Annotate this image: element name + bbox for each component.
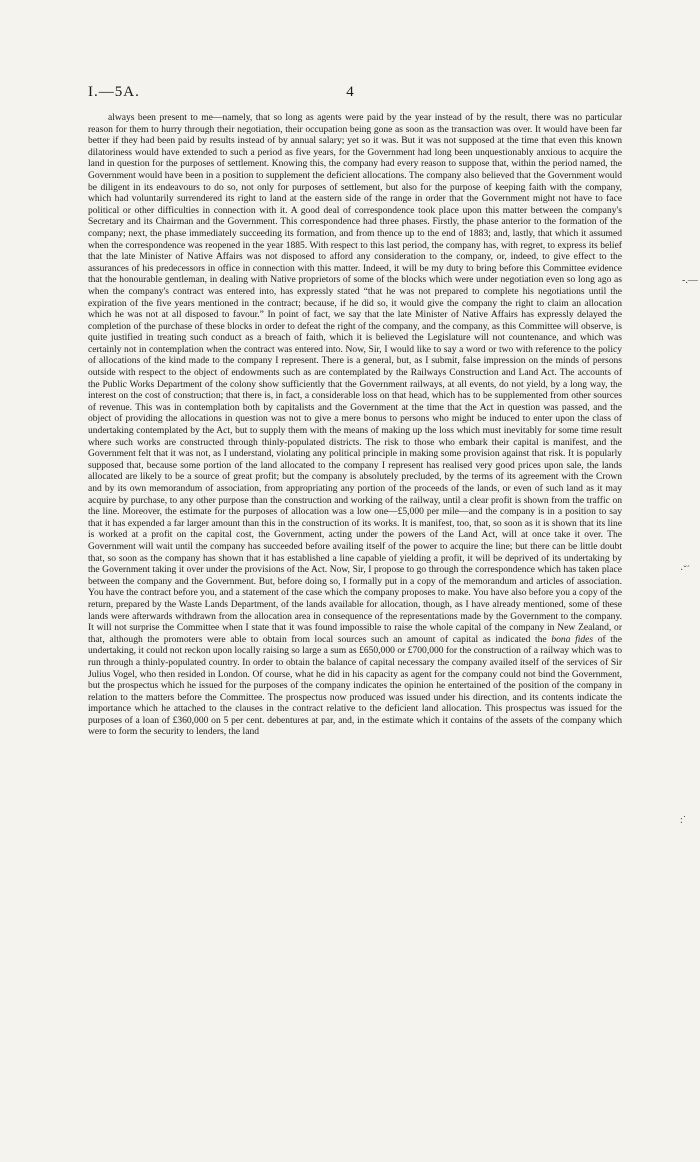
body-text-part2: of the undertaking, it could not reckon upon locally raising so large a sum as £650,000 or £700,000 for the construction of a railway which was to run through a thinly-populated country. In order to obtain the balance of capital necessary the company availed itself of the services of Sir Julius Vogel, who then resided in London. Of course, what he did in his capacity as agent for the company could not bind the Government, but the prospectus which he issued for the purposes of the company indicates the opinion he entertained of the position of the company in relation to the matters before the Committee. The prospectus now produced was issued under his direction, and its contents indicate the importance which he attached to the clauses in the contract relative to the deficient land allocation. This prospectus was issued for the purposes of a loan of £360,000 on 5 per cent. debentures at par, and, in the estimate which it contains of the assets of the company which were to form the security to lenders, the land [88, 633, 623, 738]
page-header [88, 84, 612, 104]
margin-mark-1: -.— [682, 275, 698, 286]
document-reference: I.—5A. [88, 84, 140, 100]
page-number: 4 [346, 84, 354, 100]
body-paragraph [88, 112, 622, 738]
body-text-part1: always been present to me—namely, that so long as agents were paid by the year instead of by the result, there was no particular reason for them to hurry through their negotiation, their occupation being gone as soon as the transaction was over. It would have been far better if they had been paid by results instead of by annual salary; yet so it was. But it was not supposed at the time that even this known dilatoriness would have extended to such a period as five years, for the Government had long been unquestionably anxious to acquire the land in question for the purposes of settlement. Knowing this, the company had every reason to suppose that, within the period named, the Government would have been in a position to supplement the deficient allocations. The company also believed that the Government would be diligent in its endeavours to do so, not only for purposes of settlement, but also for the purpose of keeping faith with the company, which had voluntarily surrendered its right to land at the eastern side of the range in order that the Government might not have to face political or other difficulties in connection with it. A good deal of correspondence took place upon this matter between the company's Secretary and its Chairman and the Government. This correspondence had three phases. Firstly, the phase anterior to the formation of the company; next, the phase immediately succeeding its formation, and from thence up to the end of 1883; and, lastly, that which it assumed when the correspondence was reopened in the year 1885. With respect to this last period, the company has, with regret, to express its belief that the late Minister of Native Affairs was not disposed to afford any consideration to the company, or, indeed, to give effect to the assurances of his predecessors in office in connection with this matter. Indeed, it will be my duty to bring before this Committee evidence that the honourable gentleman, in dealing with Native proprietors of some of the blocks which were under negotiation even so long ago as when the company's contract was entered into, has expressly stated “that he was not prepared to complete his negotiations until the expiration of the five years mentioned in the contract; because, if he did so, it would give the company the right to claim an allocation which he was not at all disposed to favour.” In point of fact, we say that the late Minister of Native Affairs has expressly delayed the completion of the purchase of these blocks in order to defeat the right of the company, and the company, as this Committee will observe, is quite justified in treating such conduct as a breach of faith, which it is believed the Legislature will not countenance, and which was certainly not in contemplation when the contract was entered into. Now, Sir, I would like to say a word or two with reference to the policy of allocations of the kind made to the company I represent. There is a general, but, as I submit, false impression on the minds of persons outside with respect to the object of endowments such as are contemplated by the Railways Construction and Land Act. The accounts of the Public Works Department of the colony show sufficiently that the Government railways, at all events, do not yield, by a long way, the interest on the cost of construction; that there is, in fact, a considerable loss on that head, which has to be supplemented from other sources of revenue. This was in contemplation both by capitalists and the Government at the time that the Act in question was passed, and the object of providing the allocations in question was not to give a mere bonus to persons who might be induced to enter upon the class of undertaking contemplated by the Act, but to supply them with the means of making up the loss which must inevitably for some time result where such works are constructed through thinly-populated districts. The risk to those who embark their capital is manifest, and the Government felt that it was not, as I understand, violating any political principle in making some provision against that risk. It is popularly supposed that, because some portion of the land allocated to the company I represent has realised very good prices upon sale, the lands allocated are likely to be a source of great profit; but the company is absolutely precluded, by the terms of its agreement with the Crown and by its own memorandum of association, from appropriating any portion of the proceeds of the lands, or even of such land as it may acquire by purchase, to any other purpose than the construction and working of the railway, until a clear profit is shown from the traffic on the line. Moreover, the estimate for the purposes of allocation was a low one—£5,000 per mile—and the company is in a position to say that it has expended a far larger amount than this in the construction of its works. It is manifest, too, that, so soon as it is shown that its line is worked at a profit on the capital cost, the Government, acting under the powers of the Land Act, will at once take it over. The Government will wait until the company has succeeded before availing itself of the power to acquire the line; but there can be little doubt that, so soon as the company has shown that it has established a line capable of yielding a profit, it will be deprived of its undertaking by the Government taking it over under the provisions of the Act. Now, Sir, I propose to go through the correspondence which has taken place between the company and the Government. But, before doing so, I formally put in a copy of the memorandum and articles of association. You have the contract before you, and a statement of the case which the company proposes to make. You have also before you a copy of the return, prepared by the Waste Lands Department, of the lands available for allocation, though, as I have already mentioned, some of these lands were afterwards withdrawn from the allocation area in consequence of the representations made by the Government to the company. It will not surprise the Committee when I state that it was found impossible to raise the whole capital of the company in New Zealand, or that, although the promoters were able to obtain from local sources such an amount of capital as indicated the [88, 112, 622, 645]
margin-mark-2: ·ˇ´ [680, 565, 690, 576]
body-text-italic: bona fides [551, 633, 594, 645]
margin-mark-3: :˙ [680, 815, 687, 826]
